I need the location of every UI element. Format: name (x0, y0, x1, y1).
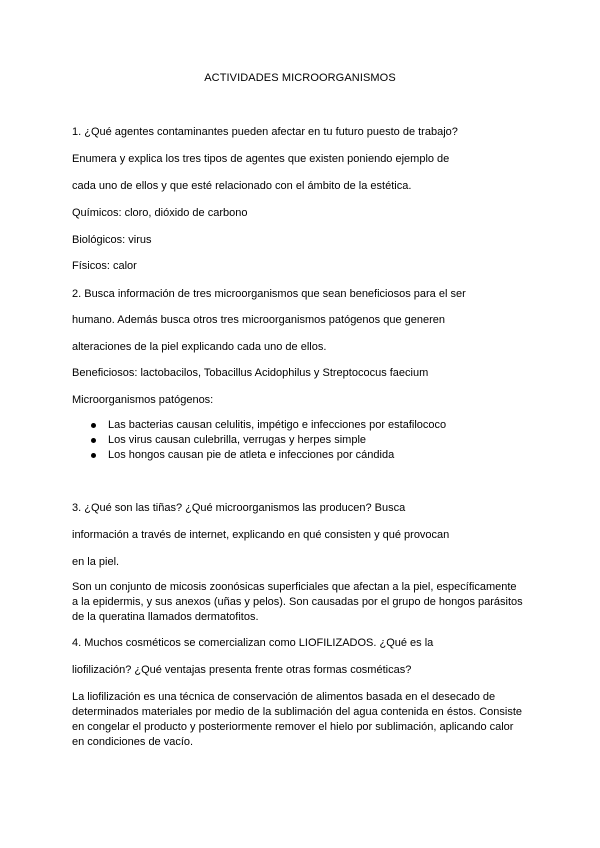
answer-4-paragraph (72, 690, 532, 750)
answer-1-physical: Físicos: calor (72, 260, 137, 272)
list-item (91, 448, 446, 463)
answer-4-line-1: La liofilización es una técnica de conservación de alimentos basada en el desecado de (72, 691, 496, 703)
answer-2-beneficial: Beneficiosos: lactobacilos, Tobacillus Acidophilus y Streptococus faecium (72, 367, 429, 379)
question-1-line-3: cada uno de ellos y que esté relacionado con el ámbito de la estética. (72, 180, 412, 192)
answer-1-biological: Biológicos: virus (72, 234, 152, 246)
question-4-line-2: liofilización? ¿Qué ventajas presenta frente otras formas cosméticas? (72, 664, 412, 676)
answer-4-line-4: en condiciones de vacío. (72, 736, 194, 748)
answer-3-line-1: Son un conjunto de micosis zoonósicas superficiales que afectan a la piel, específicamente (72, 581, 517, 593)
question-2-line-3: alteraciones de la piel explicando cada uno de ellos. (72, 341, 327, 353)
question-2-line-1: 2. Busca información de tres microorganismos que sean beneficiosos para el ser (72, 288, 466, 300)
document-title: ACTIVIDADES MICROORGANISMOS (204, 72, 396, 84)
bullet-icon (91, 453, 96, 458)
answer-3-line-3: de la queratina llamados dermatofitos. (72, 611, 259, 623)
pathogens-list (91, 418, 446, 463)
answer-1-chemical: Químicos: cloro, dióxido de carbono (72, 207, 248, 219)
bullet-icon (91, 423, 96, 428)
bullet-icon (91, 438, 96, 443)
list-item (91, 433, 446, 448)
question-1-line-1: 1. ¿Qué agentes contaminantes pueden afectar en tu futuro puesto de trabajo? (72, 126, 458, 138)
question-4-line-1: 4. Muchos cosméticos se comercializan como LIOFILIZADOS. ¿Qué es la (72, 637, 434, 649)
question-3-line-3: en la piel. (72, 556, 120, 568)
list-item-text: Las bacterias causan celulitis, impétigo e infecciones por estafilococo (108, 419, 447, 431)
question-2-line-2: humano. Además busca otros tres microorganismos patógenos que generen (72, 314, 445, 326)
answer-3-line-2: a la epidermis, y sus anexos (uñas y pelos). Son causadas por el grupo de hongos parásitos (72, 596, 523, 608)
list-item-text: Los virus causan culebrilla, verrugas y herpes simple (108, 434, 367, 446)
list-item (91, 418, 446, 433)
question-3-line-2: información a través de internet, explicando en qué consisten y qué provocan (72, 529, 450, 541)
list-item-text: Los hongos causan pie de atleta e infecciones por cándida (108, 449, 395, 461)
answer-3-paragraph (72, 580, 532, 625)
question-3-line-1: 3. ¿Qué son las tiñas? ¿Qué microorganismos las producen? Busca (72, 502, 406, 514)
question-1-line-2: Enumera y explica los tres tipos de agentes que existen poniendo ejemplo de (72, 153, 450, 165)
answer-4-line-2: determinados materiales por medio de la sublimación del agua contenida en éstos. Consiste (72, 706, 523, 718)
answer-2-pathogens-label: Microorganismos patógenos: (72, 394, 214, 406)
answer-4-line-3: en congelar el producto y posteriormente remover el hielo por sublimación, aplicando calor (72, 721, 514, 733)
